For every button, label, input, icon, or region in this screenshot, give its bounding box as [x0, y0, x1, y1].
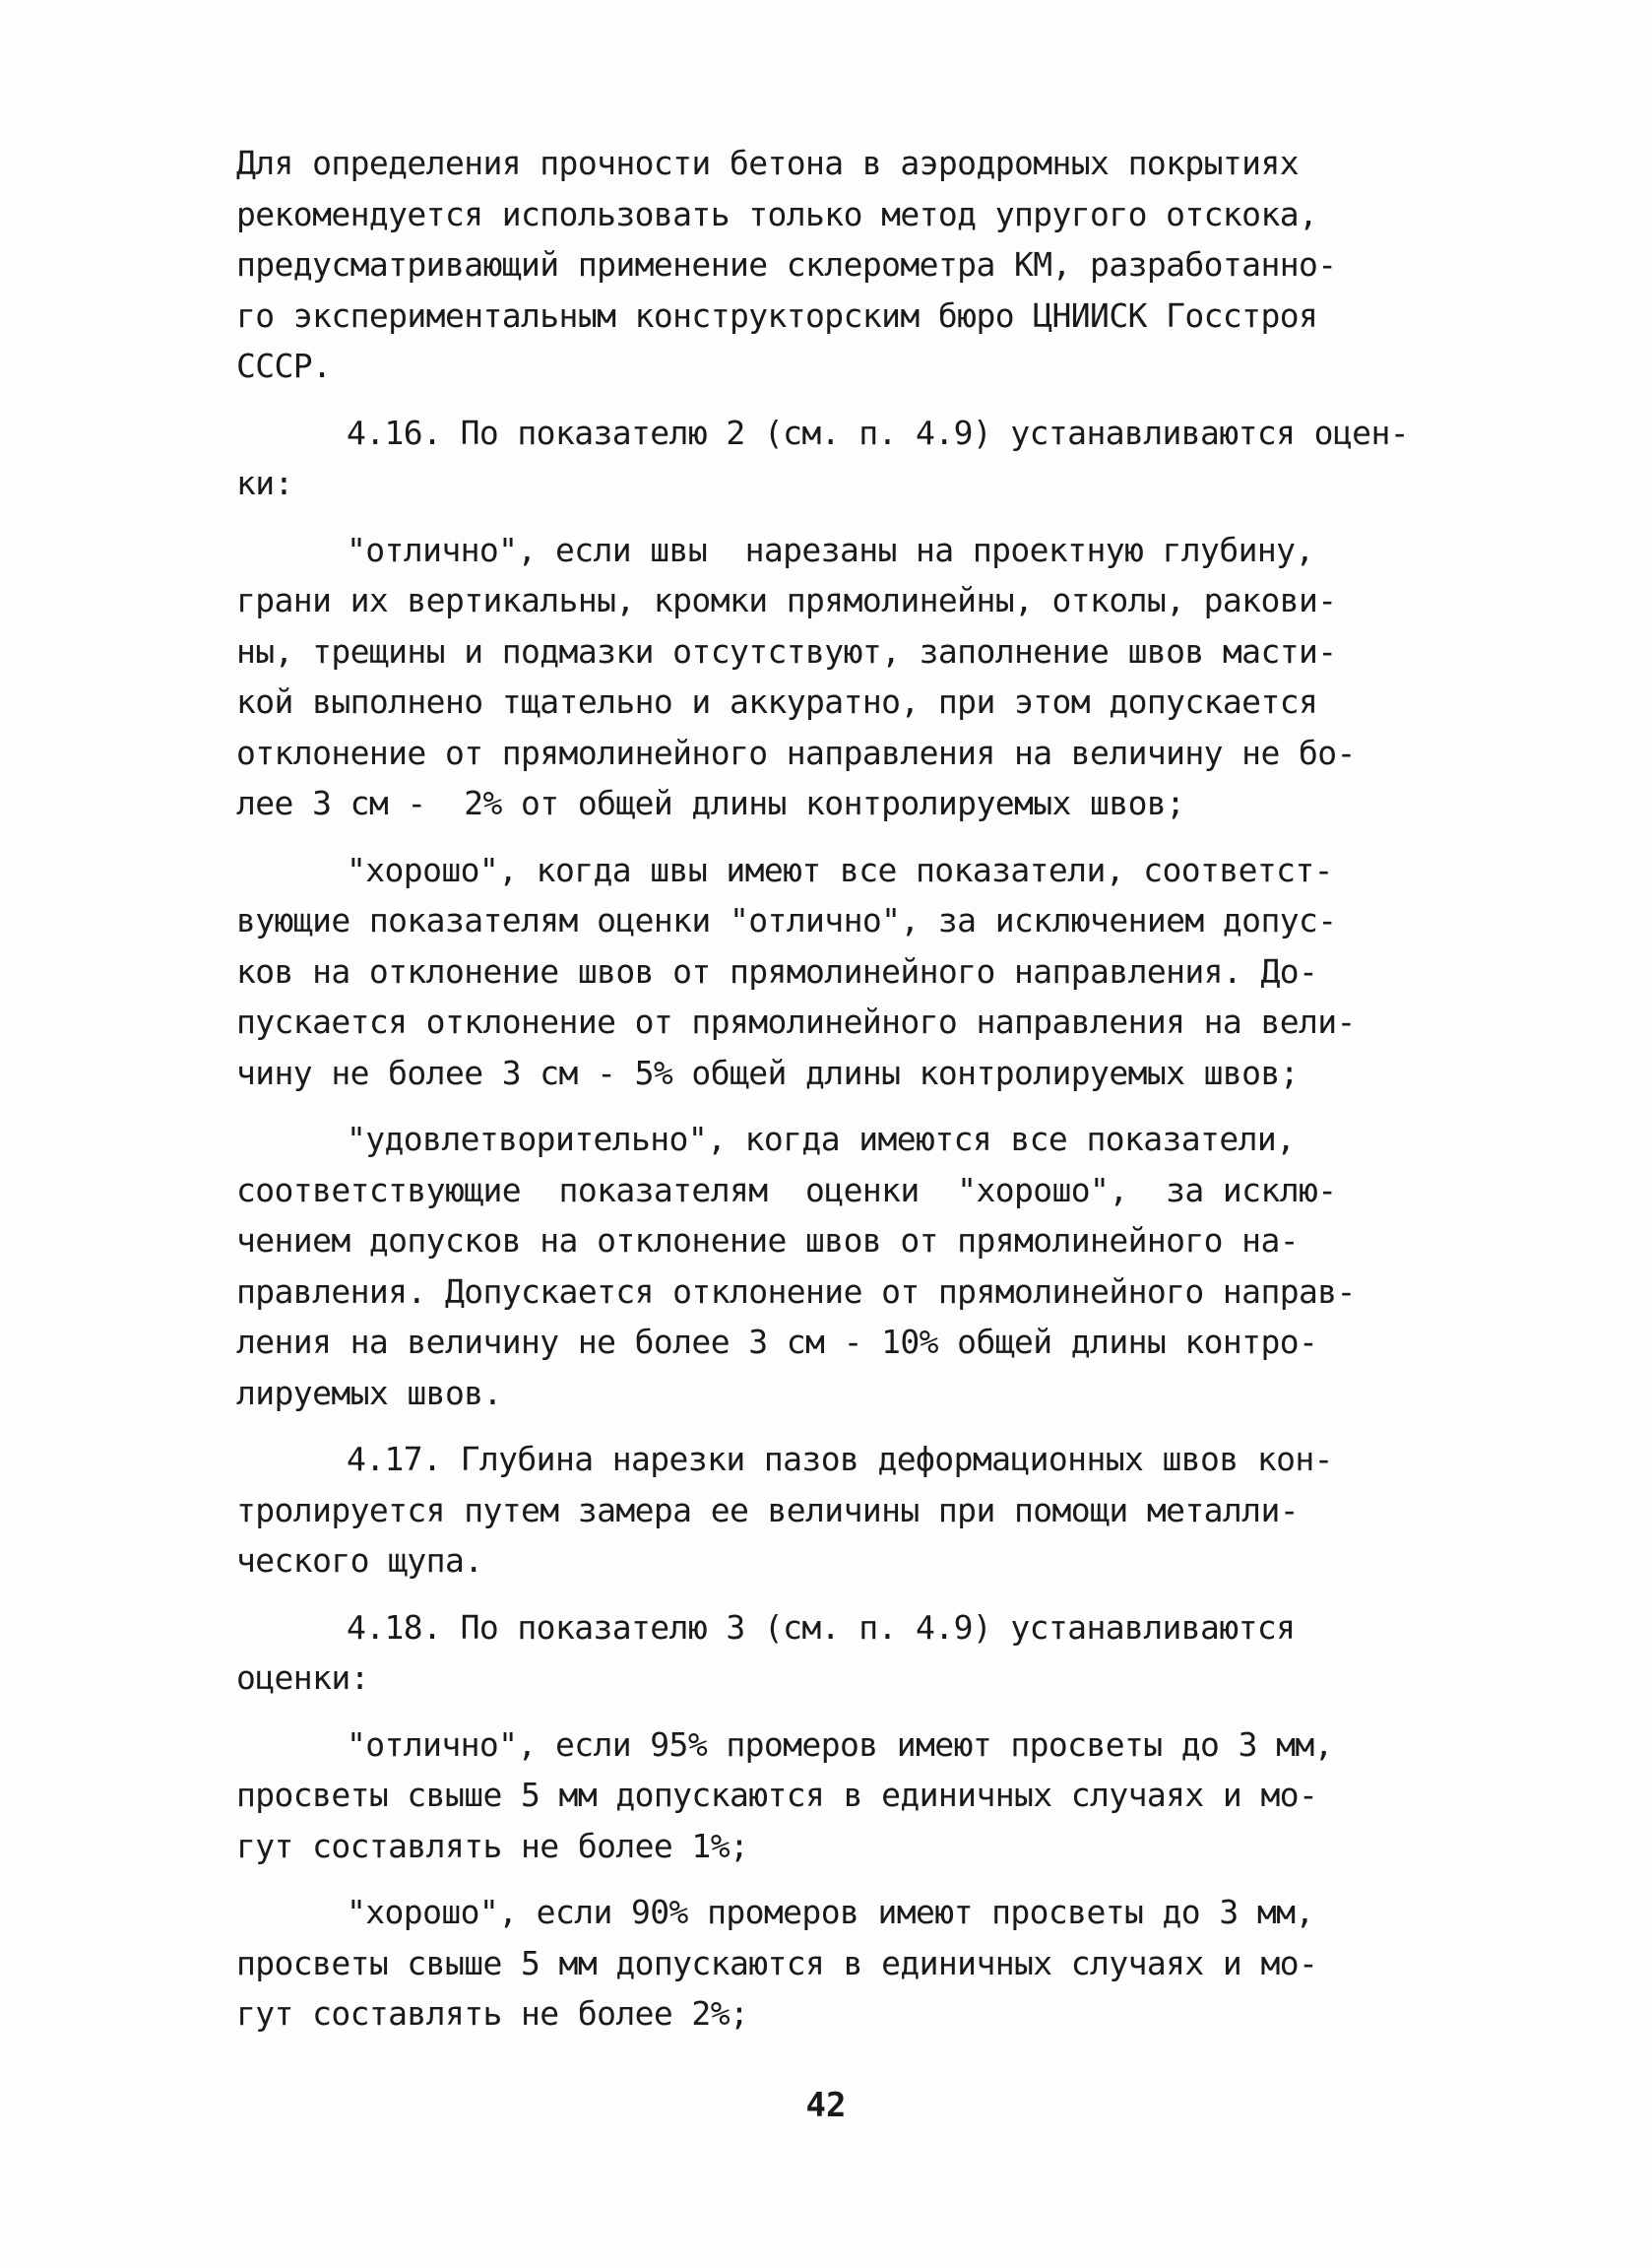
- paragraph: [236, 845, 1447, 1099]
- text-line: СССР.: [236, 347, 332, 385]
- text-line: "удовлетворительно", когда имеются все показатели,: [347, 1120, 1296, 1158]
- text-line: ческого щупа.: [236, 1541, 483, 1580]
- text-line: оценки:: [236, 1658, 369, 1697]
- page-number: 42: [805, 2086, 847, 2125]
- paragraph: [236, 1887, 1447, 2040]
- text-line: "хорошо", если 90% промеров имеют просветы до 3 мм,: [347, 1893, 1314, 1931]
- body-text: [236, 138, 1447, 2055]
- text-line: гут составлять не более 2%;: [236, 1994, 749, 2033]
- text-line: лее 3 см - 2% от общей длины контролируемых швов;: [236, 784, 1185, 822]
- paragraph: [236, 1719, 1447, 1872]
- text-line: 4.18. По показателю 3 (см. п. 4.9) устанавливаются: [347, 1607, 1296, 1647]
- text-line: 4.17. Глубина нарезки пазов деформационных швов кон-: [347, 1440, 1333, 1478]
- text-line: рекомендуется использовать только метод упругого отскока,: [236, 194, 1318, 233]
- paragraph: [236, 1114, 1447, 1418]
- text-line: чением допусков на отклонение швов от прямолинейного на-: [236, 1221, 1299, 1260]
- paragraph: [236, 525, 1447, 829]
- text-line: Для определения прочности бетона в аэродромных покрытиях: [236, 144, 1299, 182]
- text-line: чину не более 3 см - 5% общей длины контролируемых швов;: [236, 1053, 1299, 1092]
- text-line: ны, трещины и подмазки отсутствуют, заполнение швов масти-: [236, 631, 1337, 671]
- paragraph: [236, 138, 1447, 392]
- text-line: вующие показателям оценки "отлично", за исключением допус-: [236, 901, 1337, 940]
- text-line: 4.16. По показателю 2 (см. п. 4.9) устанавливаются оцен-: [347, 413, 1409, 452]
- text-line: просветы свыше 5 мм допускаются в единичных случаях и мо-: [236, 1776, 1318, 1814]
- text-line: отклонение от прямолинейного направления на величину не бо-: [236, 733, 1356, 772]
- text-line: "отлично", если швы нарезаны на проектную глубину,: [347, 530, 1314, 569]
- text-line: кой выполнено тщательно и аккуратно, при этом допускается: [236, 682, 1318, 721]
- paragraph: [236, 1434, 1447, 1587]
- text-line: грани их вертикальны, кромки прямолинейны, отколы, ракови-: [236, 581, 1337, 619]
- text-line: соответствующие показателям оценки "хорошо", за исклю-: [236, 1170, 1337, 1209]
- text-line: ления на величину не более 3 см - 10% общей длины контро-: [236, 1323, 1318, 1361]
- text-line: правления. Допускается отклонение от прямолинейного направ-: [236, 1271, 1356, 1311]
- text-line: ки:: [236, 464, 293, 502]
- text-line: пускается отклонение от прямолинейного направления на вели-: [236, 1003, 1356, 1041]
- text-line: "хорошо", когда швы имеют все показатели, соответст-: [347, 850, 1333, 889]
- text-line: предусматривающий применение склерометра КМ, разработанно-: [236, 245, 1337, 284]
- paragraph: [236, 1602, 1447, 1704]
- text-line: лируемых швов.: [236, 1373, 502, 1412]
- text-line: тролируется путем замера ее величины при помощи металли-: [236, 1490, 1299, 1529]
- paragraph: [236, 408, 1447, 509]
- text-line: ков на отклонение швов от прямолинейного направления. До-: [236, 951, 1318, 991]
- text-line: просветы свыше 5 мм допускаются в единичных случаях и мо-: [236, 1943, 1318, 1982]
- text-line: го экспериментальным конструкторским бюро ЦНИИСК Госстроя: [236, 295, 1318, 335]
- text-line: гут составлять не более 1%;: [236, 1826, 749, 1865]
- text-line: "отлично", если 95% промеров имеют просветы до 3 мм,: [347, 1724, 1333, 1764]
